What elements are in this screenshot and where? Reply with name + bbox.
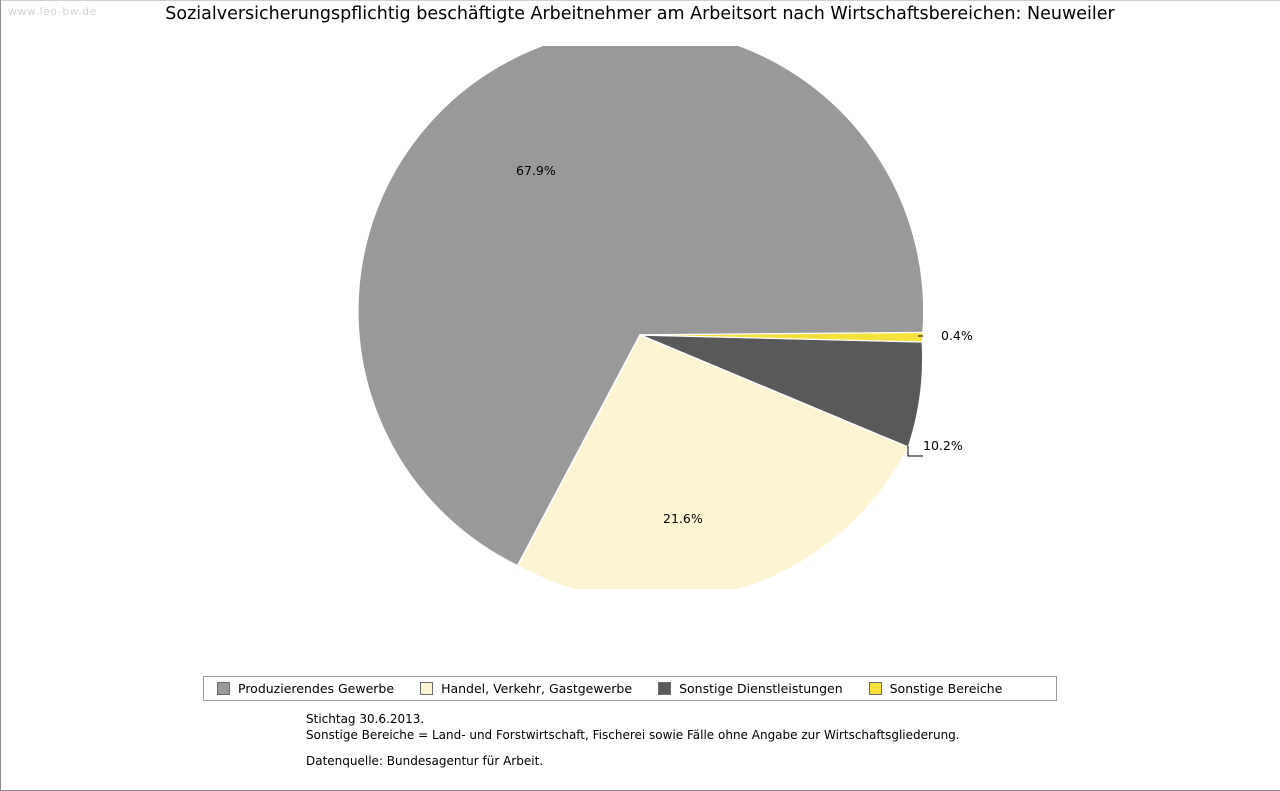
- footnote-spacer: [306, 743, 960, 754]
- legend-label: Produzierendes Gewerbe: [238, 681, 395, 696]
- legend-swatch-icon: [658, 682, 671, 695]
- legend-item-produzierendes-gewerbe: [204, 677, 407, 700]
- footnote-stichtag: Stichtag 30.6.2013.: [306, 712, 425, 726]
- footnote-source: Datenquelle: Bundesagentur für Arbeit.: [306, 754, 544, 768]
- legend-item-sonstige-bereiche: [856, 677, 1016, 700]
- pie-label-sonstige-bereiche: 0.4%: [941, 328, 973, 343]
- legend-swatch-icon: [217, 682, 230, 695]
- legend-label: Handel, Verkehr, Gastgewerbe: [441, 681, 633, 696]
- watermark-text: www.leo-bw.de: [8, 5, 97, 18]
- pie-label-produzierendes-gewerbe: 67.9%: [516, 163, 556, 178]
- legend-item-handel-verkehr-gastgewerbe: [407, 677, 645, 700]
- footnote-definition: Sonstige Bereiche = Land- und Forstwirtschaft, Fischerei sowie Fälle ohne Angabe zur Wirtschaftsgliederung.: [306, 727, 960, 742]
- legend-label: Sonstige Bereiche: [889, 681, 1003, 696]
- pie-graphic: [357, 46, 923, 589]
- chart-footnotes: [306, 712, 960, 770]
- legend-swatch-icon: [869, 682, 882, 695]
- chart-legend: [203, 676, 1057, 701]
- pie-label-sonstige-dienstleistungen: 10.2%: [923, 438, 963, 453]
- legend-item-sonstige-dienstleistungen: [645, 677, 856, 700]
- pie-svg: [357, 46, 923, 589]
- legend-label: Sonstige Dienstleistungen: [679, 681, 843, 696]
- leader-line-sonstige-dienstleistungen: [908, 446, 923, 456]
- pie-label-handel-verkehr-gastgewerbe: 21.6%: [663, 511, 703, 526]
- legend-swatch-icon: [420, 682, 433, 695]
- page-title: Sozialversicherungspflichtig beschäftigte Arbeitnehmer am Arbeitsort nach Wirtschaftsbereichen: Neuweiler: [165, 4, 1115, 24]
